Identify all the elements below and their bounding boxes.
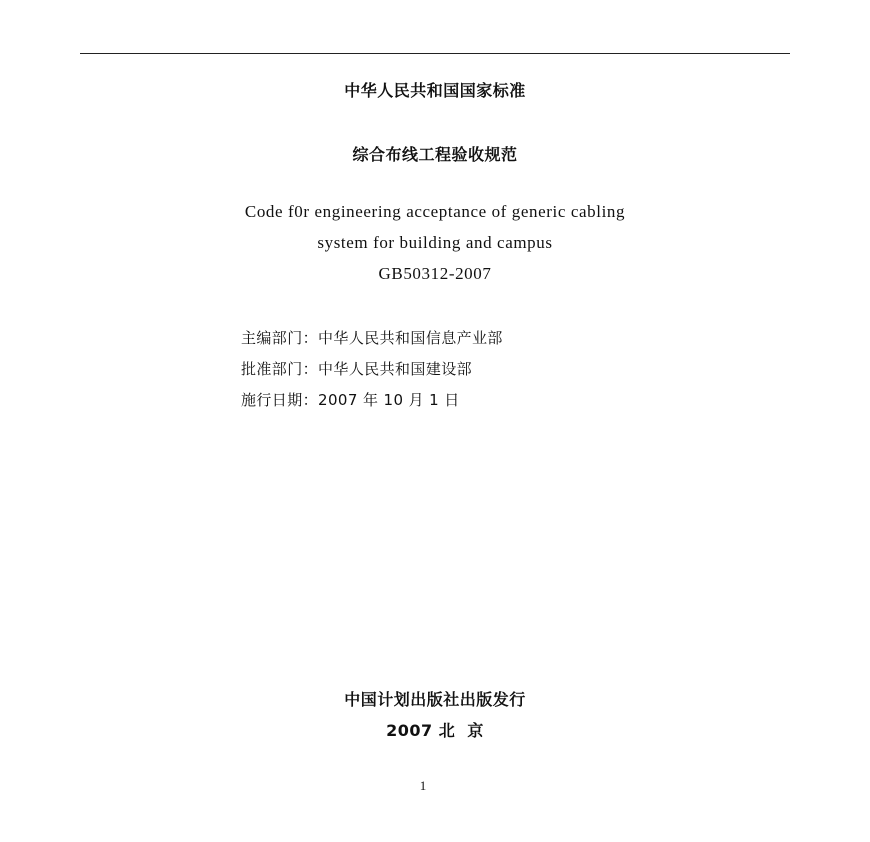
english-title-line1: Code f0r engineering acceptance of generic cabling xyxy=(244,202,626,221)
approver-value: 中华人民共和国建设部 xyxy=(318,360,473,378)
effective-label: 施行日期： xyxy=(241,391,319,409)
header-rule xyxy=(80,53,790,54)
page-number: 1 xyxy=(419,778,427,793)
approver-label: 批准部门： xyxy=(241,360,319,378)
editor-label: 主编部门： xyxy=(241,329,319,347)
main-title: 综合布线工程验收规范 xyxy=(352,145,518,164)
effective-date-row xyxy=(241,389,460,410)
publisher-name: 中国计划出版社出版发行 xyxy=(344,690,526,709)
approver-row xyxy=(241,358,472,379)
editor-value: 中华人民共和国信息产业部 xyxy=(318,329,503,347)
effective-value: 2007 年 10 月 1 日 xyxy=(318,391,460,409)
standard-code: GB50312-2007 xyxy=(378,264,492,283)
editor-row xyxy=(241,327,503,348)
standard-title: 中华人民共和国国家标准 xyxy=(344,81,526,100)
publisher-place-year: 2007 北 京 xyxy=(386,721,484,740)
english-title-line2: system for building and campus xyxy=(317,233,553,252)
